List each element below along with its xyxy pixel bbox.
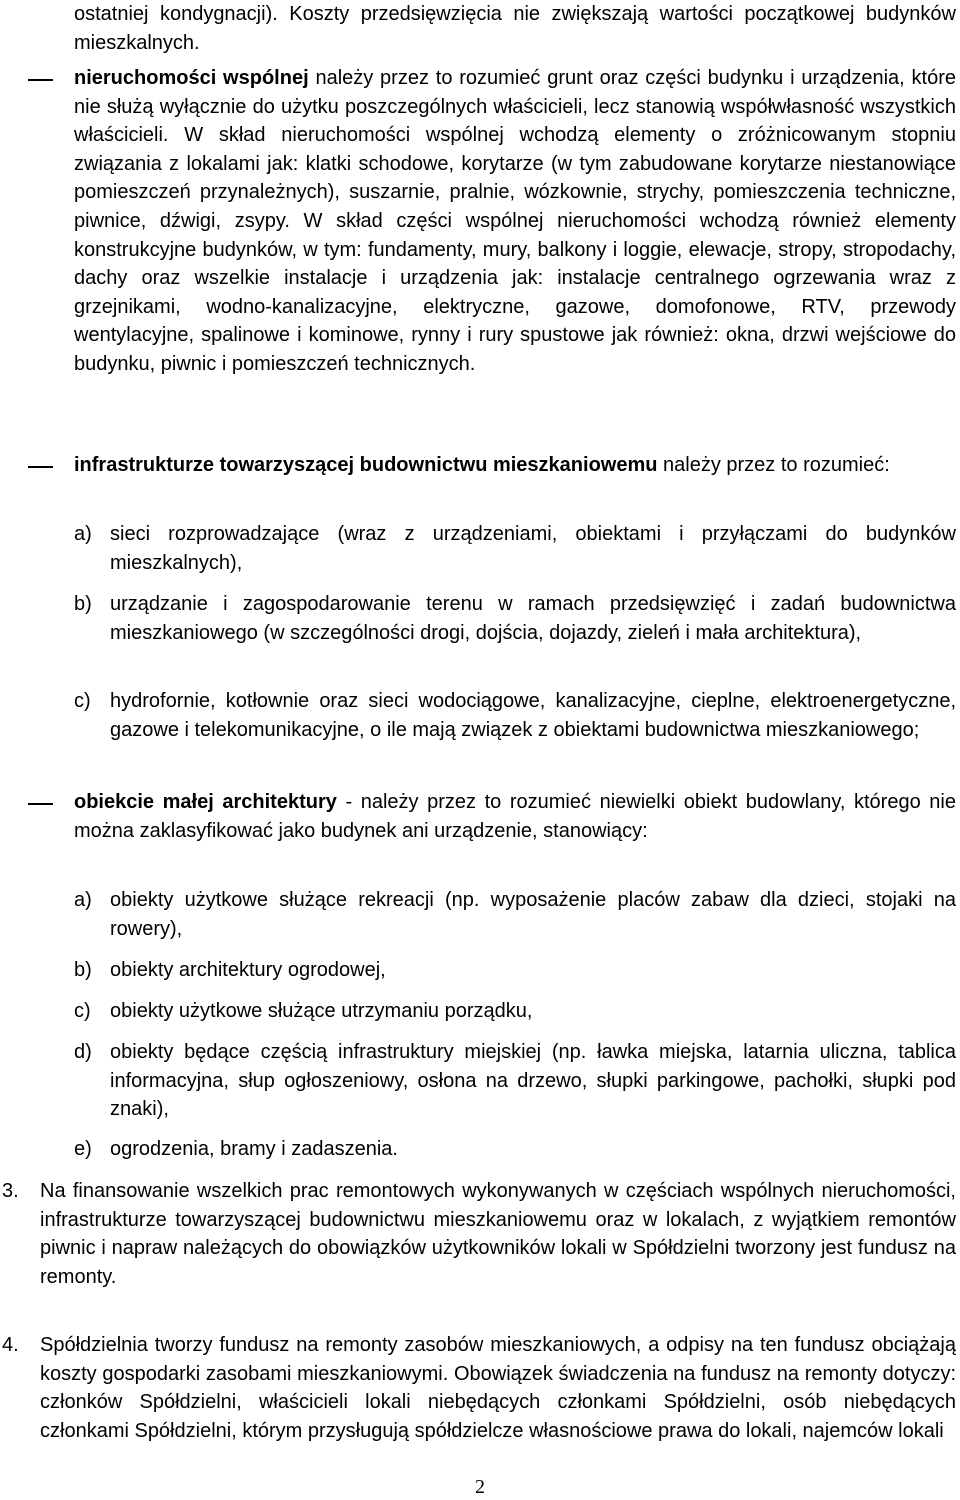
dash-bullet-icon — [28, 79, 53, 81]
list-item-text: obiekty użytkowe służące utrzymaniu porządku, — [110, 1000, 533, 1022]
list-item — [74, 1135, 956, 1164]
definition-text: należy przez to rozumieć: — [657, 454, 890, 476]
list-item-text: obiekty będące częścią infrastruktury miejskiej (np. ławka miejska, latarnia uliczna, tablica informacyjna, słup ogłoszeniowy, osłona na drzewo, słupki parkingowe, pachołki, słupki pod znaki), — [110, 1041, 956, 1121]
dash-bullet-icon — [28, 466, 53, 468]
list-item-text: sieci rozprowadzające (wraz z urządzeniami, obiektami i przyłączami do budynków mieszkalnych), — [110, 523, 956, 574]
definition-infrastructure — [0, 451, 956, 480]
point-text: Na finansowanie wszelkich prac remontowych wykonywanych w częściach wspólnych nieruchomości, infrastrukturze towarzyszącej budownictwu mieszkaniowemu oraz w lokalach, z wyjątkiem remontów piwnic i napraw należących do obowiązków użytkowników lokali w Spółdzielni tworzony jest fundusz na remonty. — [40, 1180, 956, 1288]
numbered-point — [0, 1177, 956, 1291]
list-item-label: b) — [74, 959, 92, 981]
list-item — [74, 956, 956, 985]
definition-body — [74, 451, 956, 480]
definition-body — [74, 64, 956, 379]
list-item-label: e) — [74, 1138, 92, 1160]
definition-term: infrastrukturze towarzyszącej budownictwu mieszkaniowemu — [74, 454, 658, 476]
list-item — [74, 1038, 956, 1124]
list-item — [74, 590, 956, 647]
list-item-label: a) — [74, 523, 92, 545]
list-item — [74, 520, 956, 577]
list-item-text: hydrofornie, kotłownie oraz sieci wodociągowe, kanalizacyjne, cieplne, elektroenergetyczne, gazowe i telekomunikacyjne, o ile mają związek z obiektami budownictwa mieszkaniowego; — [110, 690, 956, 741]
list-item-label: d) — [74, 1041, 92, 1063]
list-item-label: b) — [74, 593, 92, 615]
definition-term: nieruchomości wspólnej — [74, 67, 309, 89]
list-item-label: a) — [74, 889, 92, 911]
list-item — [74, 997, 956, 1026]
page-number: 2 — [475, 1476, 485, 1498]
definition-small-architecture — [0, 788, 956, 845]
list-item — [74, 886, 956, 943]
list-item — [74, 687, 956, 744]
list-item-text: obiekty architektury ogrodowej, — [110, 959, 386, 981]
point-number: 4. — [2, 1334, 19, 1356]
list-item-text: urządzanie i zagospodarowanie terenu w ramach przedsięwzięć i zadań budownictwa mieszkaniowego (w szczególności drogi, dojścia, dojazdy, zieleń i mała architektura), — [110, 593, 956, 644]
intro-text: ostatniej kondygnacji). Koszty przedsięwzięcia nie zwiększają wartości początkowej budynków mieszkalnych. — [74, 3, 956, 54]
definition-common-property — [0, 64, 956, 379]
point-number: 3. — [2, 1180, 19, 1202]
list-item-label: c) — [74, 1000, 91, 1022]
intro-paragraph — [74, 0, 956, 57]
numbered-point — [0, 1331, 956, 1445]
definition-text: należy przez to rozumieć grunt oraz części budynku i urządzenia, które nie służą wyłącznie do użytku poszczególnych właścicieli, lecz stanowią współwłasność wszystkich właścicieli. W skład nieruchomości wspólnej wchodzą elementy o zróżnicowanym stopniu związania z lokalami jak: klatki schodowe, korytarze (w tym zabudowane korytarze niestanowiące pomieszczeń przynależnych), suszarnie, pralnie, wózkownie, strychy, pomieszczenia techniczne, piwnice, dźwigi, zsypy. W skład części wspólnej nieruchomości wchodzą również elementy konstrukcyjne budynków, w tym: fundamenty, mury, balkony i loggie, elewacje, stropy, stropodachy, dachy oraz wszelkie instalacje i urządzenia jak: instalacje centralnego ogrzewania wraz z grzejnikami, wodno-kanalizacyjne, elektryczne, gazowe, domofonowe, RTV, przewody wentylacyjne, spalinowe i kominowe, rynny i rury spustowe jak również: okna, drzwi wejściowe do budynku, piwnic i pomieszczeń technicznych. — [74, 67, 956, 375]
definition-body — [74, 788, 956, 845]
list-item-label: c) — [74, 690, 91, 712]
definition-term: obiekcie małej architektury — [74, 791, 337, 813]
list-item-text: ogrodzenia, bramy i zadaszenia. — [110, 1138, 398, 1160]
list-item-text: obiekty użytkowe służące rekreacji (np. wyposażenie placów zabaw dla dzieci, stojaki na rowery), — [110, 889, 956, 940]
point-text: Spółdzielnia tworzy fundusz na remonty zasobów mieszkaniowych, a odpisy na ten fundusz obciążają koszty gospodarki zasobami mieszkaniowymi. Obowiązek świadczenia na fundusz na remonty dotyczy: członków Spółdzielni, właścicieli lokali niebędących członkami Spółdzielni, osób niebędących członkami Spółdzielni, którym przysługują spółdzielcze własnościowe prawa do lokali, najemców lokali — [40, 1334, 956, 1442]
definition-text: - należy przez to rozumieć niewielki obiekt budowlany, którego nie można zaklasyfikować jako budynek ani urządzenie, stanowiący: — [74, 791, 956, 842]
dash-bullet-icon — [28, 803, 53, 805]
